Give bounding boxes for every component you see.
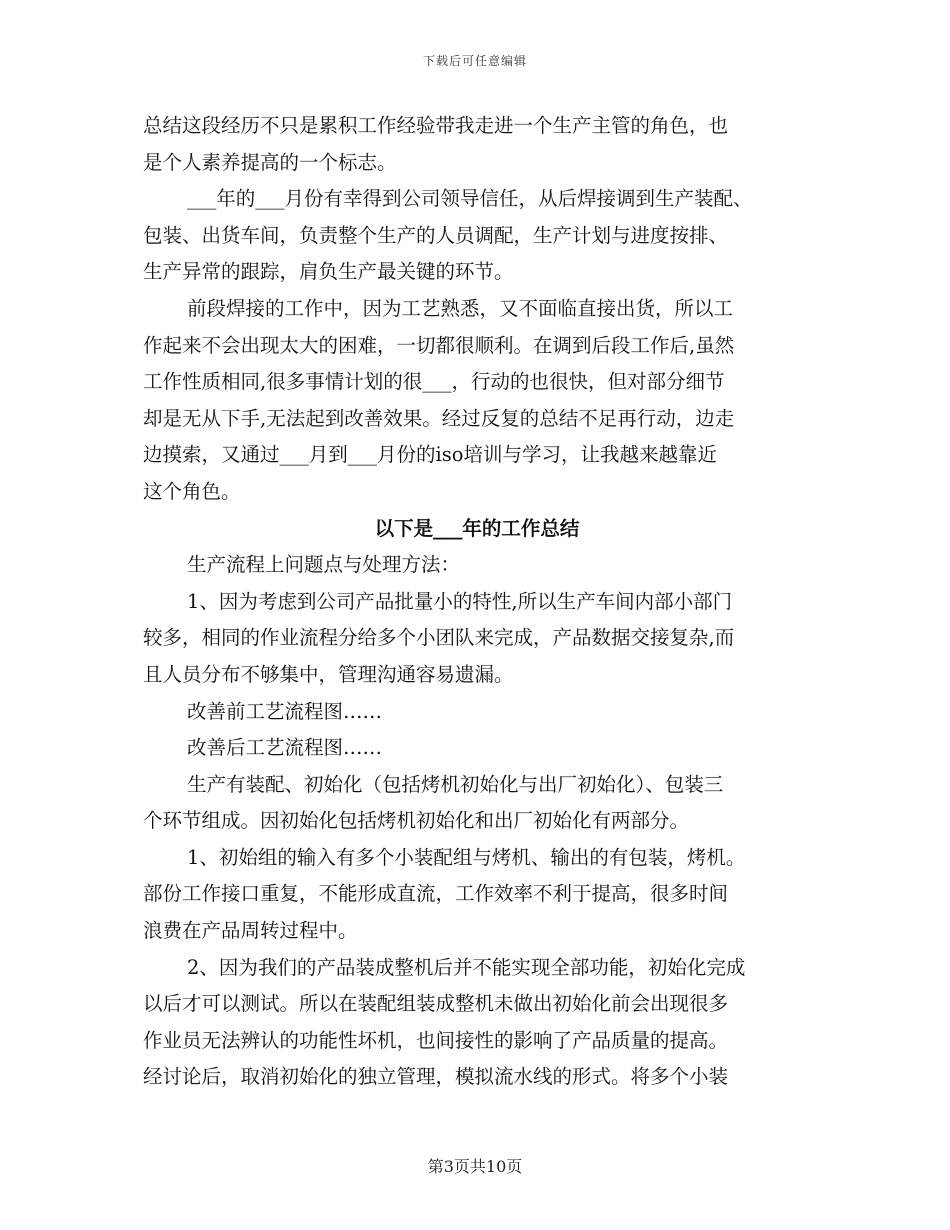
document-body [143, 108, 811, 1096]
text-line-24: 2、因为我们的产品装成整机后并不能实现全部功能，初始化完成 [187, 955, 746, 979]
text-line-15: 较多，相同的作业流程分给多个小团队来完成，产品数据交接复杂,而 [143, 626, 735, 650]
text-line-19: 生产有装配、初始化（包括烤机初始化与出厂初始化）、包装三 [187, 772, 724, 796]
text-line-16: 且人员分布不够集中，管理沟通容易遗漏。 [143, 662, 514, 686]
text-line-26: 作业员无法辨认的功能性坏机，也间接性的影响了产品质量的提高。 [143, 1028, 729, 1052]
text-line-13: 生产流程上问题点与处理方法： [187, 553, 461, 577]
page-footer-number: 第3页共10页 [427, 1157, 523, 1176]
text-line-6: 前段焊接的工作中，因为工艺熟悉，又不面临直接出货，所以工 [187, 296, 734, 320]
text-line-10: 边摸索，又通过___月到___月份的iso培训与学习，让我越来越靠近 [143, 443, 717, 467]
text-line-11: 这个角色。 [143, 479, 241, 503]
text-line-7: 作起来不会出现太大的困难，一切都很顺利。在调到后段工作后,虽然 [143, 333, 735, 357]
text-line-9: 却是无从下手,无法起到改善效果。经过反复的总结不足再行动，边走 [143, 406, 735, 430]
text-line-5: 生产异常的跟踪，肩负生产最关键的环节。 [143, 260, 514, 284]
text-line-25: 以后才可以测试。所以在装配组装成整机未做出初始化前会出现很多 [143, 992, 729, 1016]
text-line-18: 改善后工艺流程图…… [187, 736, 383, 760]
text-line-21: 1、初始组的输入有多个小装配组与烤机、输出的有包装，烤机。 [187, 845, 746, 869]
text-line-2: 是个人素养提高的一个标志。 [143, 150, 397, 174]
text-line-22: 部份工作接口重复，不能形成直流，工作效率不利于提高，很多时间 [143, 882, 729, 906]
text-line-4: 包装、出货车间，负责整个生产的人员调配，生产计划与进度按排、 [143, 223, 729, 247]
text-line-3: ___年的___月份有幸得到公司领导信任，从后焊接调到生产装配、 [187, 187, 753, 211]
text-line-27: 经讨论后，取消初始化的独立管理，模拟流水线的形式。将多个小装 [143, 1065, 729, 1089]
section-title: 以下是___年的工作总结 [374, 516, 580, 540]
text-line-14: 1、因为考虑到公司产品批量小的特性,所以生产车间内部小部门 [187, 589, 733, 613]
text-line-23: 浪费在产品周转过程中。 [143, 919, 358, 943]
page-header-note: 下载后可任意编辑 [422, 54, 527, 68]
text-line-1: 总结这段经历不只是累积工作经验带我走进一个生产主管的角色，也 [143, 114, 729, 137]
text-line-20: 个环节组成。因初始化包括烤机初始化和出厂初始化有两部分。 [143, 809, 690, 833]
text-line-8: 工作性质相同,很多事情计划的很___，行动的也很快，但对部分细节 [143, 370, 725, 394]
text-line-17: 改善前工艺流程图…… [187, 699, 383, 723]
